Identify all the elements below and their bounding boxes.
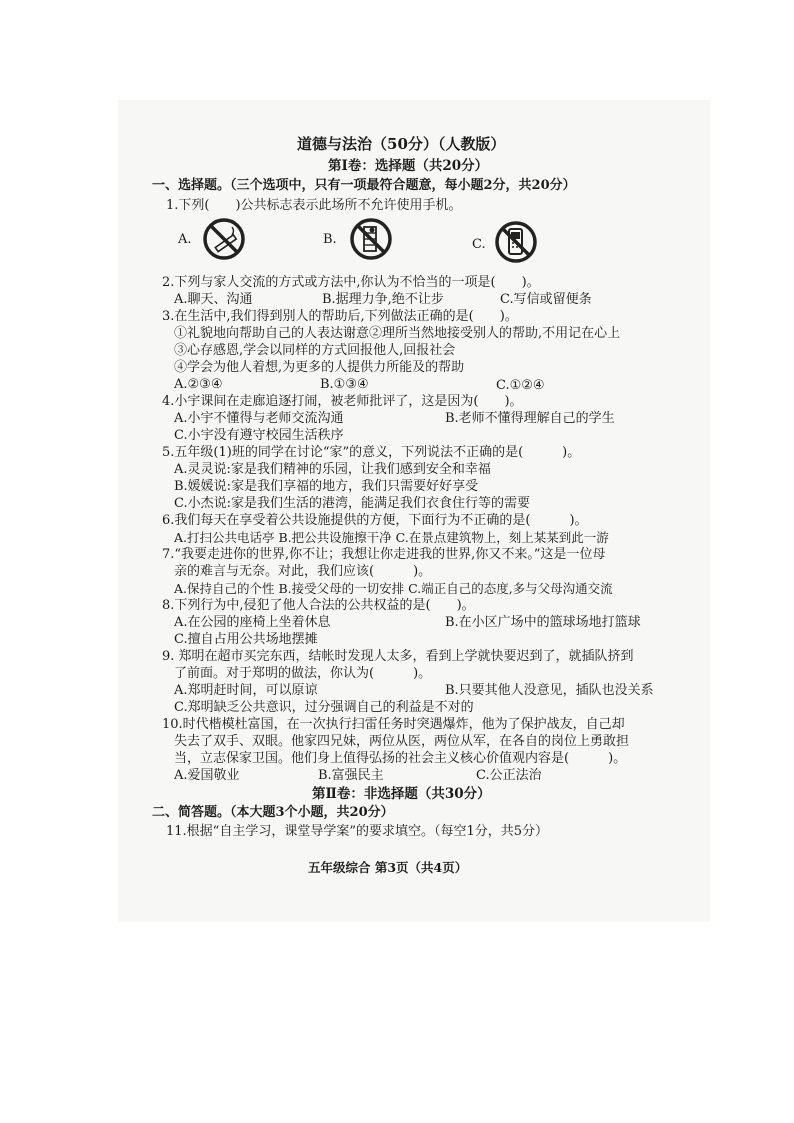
section2-heading: 二、简答题。（本大题3个小题，共20分） <box>152 805 394 820</box>
q4-stem: 4.小宇课间在走廊追逐打闹，被老师批评了，这是因为( )。 <box>162 394 523 409</box>
no-phone-sign-icon <box>494 220 538 264</box>
q5-stem: 5.五年级(1)班的同学在讨论“家”的意义，下列说法不正确的是( )。 <box>162 445 581 460</box>
q7-options: A.保持自己的个性 B.接受父母的一切安排 C.端正自己的态度,多与父母沟通交流 <box>174 581 613 596</box>
q4-option-b: B.老师不懂得理解自己的学生 <box>445 411 615 426</box>
section1-heading: 一、选择题。（三个选项中，只有一项最符合题意，每小题2分，共20分） <box>152 178 576 193</box>
q9-option-a: A.郑明赶时间，可以原谅 <box>174 683 318 698</box>
page-footer: 五年级综合 第3页（共4页） <box>308 860 468 875</box>
q2-option-a: A.聊天、沟通 <box>174 292 253 307</box>
q9-option-c: C.郑明缺乏公共意识，过分强调自己的利益是不对的 <box>174 700 474 715</box>
no-smoking-sign-icon <box>202 217 246 261</box>
q3-statement-3: ④学会为他人着想,为更多的人提供力所能及的帮助 <box>174 360 465 375</box>
q3-statement-2: ③心存感恩,学会以同样的方式回报他人,回报社会 <box>174 343 456 358</box>
q1-option-b-letter: B. <box>323 232 337 247</box>
q8-option-c: C.擅自占用公共场地摆摊 <box>174 632 318 647</box>
q10-option-a: A.爱国敬业 <box>174 768 240 783</box>
q8-stem: 8.下列行为中,侵犯了他人合法的公共权益的是( )。 <box>162 598 475 613</box>
q8-option-a: A.在公园的座椅上坐着休息 <box>174 615 331 630</box>
q9-option-b: B.只要其他人没意见，插队也没关系 <box>445 683 654 698</box>
q11-stem: 11.根据“自主学习，课堂导学案”的要求填空。（每空1分，共5分） <box>166 824 549 839</box>
q7-stem-2: 亲的难言与无奈。对此，我们应该( )。 <box>174 564 432 579</box>
q1-option-c-letter: C. <box>472 237 486 252</box>
q10-stem-3: 当，立志保家卫国。他们身上值得弘扬的社会主义核心价值观内容是( )。 <box>174 751 627 766</box>
q9-stem-1: 9. 郑明在超市买完东西，结帐时发现人太多，看到上学就快要迟到了，就插队挤到 <box>162 649 634 664</box>
q10-stem-1: 10.时代楷模杜富国，在一次执行扫雷任务时突遇爆炸，他为了保护战友，自己却 <box>162 717 625 732</box>
q9-stem-2: 了前面。对于郑明的做法，你认为( )。 <box>174 666 432 681</box>
q5-option-c: C.小杰说:家是我们生活的港湾，能满足我们衣食住行等的需要 <box>174 496 530 511</box>
q5-option-b: B.媛媛说:家是我们享福的地方，我们只需要好好享受 <box>174 479 479 494</box>
q4-option-c: C.小宇没有遵守校园生活秩序 <box>174 428 344 443</box>
q1-option-a-letter: A. <box>178 232 192 247</box>
q5-option-a: A.灵灵说:家是我们精神的乐园，让我们感到安全和幸福 <box>174 462 491 477</box>
q3-stem: 3.在生活中,我们得到别人的帮助后,下列做法正确的是( )。 <box>162 309 518 324</box>
no-climbing-sign-icon <box>349 217 393 261</box>
q3-option-c: C.①②④ <box>496 378 545 393</box>
q1-stem: 1.下列( )公共标志表示此场所不允许使用手机。 <box>166 198 462 213</box>
q7-stem-1: 7.“我要走进你的世界,你不让；我想让你走进我的世界,你又不来。”这是一位母 <box>162 547 606 562</box>
q3-statement-1: ①礼貌地向帮助自己的人表达谢意②理所当然地接受别人的帮助,不用记在心上 <box>174 326 621 341</box>
q3-option-a: A.②③④ <box>174 377 223 392</box>
q6-options: A.打扫公共电话亭 B.把公共设施擦干净 C.在景点建筑物上，刻上某某到此一游 <box>174 530 609 545</box>
q2-option-b: B.据理力争,绝不让步 <box>322 292 444 307</box>
q10-option-b: B.富强民主 <box>318 768 384 783</box>
q4-option-a: A.小宇不懂得与老师交流沟通 <box>174 411 344 426</box>
q2-option-c: C.写信或留便条 <box>500 292 592 307</box>
q10-option-c: C.公正法治 <box>476 768 542 783</box>
q10-stem-2: 失去了双手、双眼。他家四兄妹，两位从医，两位从军，在各自的岗位上勇敢担 <box>174 734 630 749</box>
q2-stem: 2.下列与家人交流的方式或方法中,你认为不恰当的一项是( )。 <box>162 275 540 290</box>
q6-stem: 6.我们每天在享受着公共设施提供的方便，下面行为不正确的是( )。 <box>162 513 588 528</box>
part2-heading: 第Ⅱ卷：非选择题（共30分） <box>312 786 491 802</box>
part1-heading: 第Ⅰ卷：选择题（共20分） <box>328 158 489 174</box>
q3-option-b: B.①③④ <box>320 377 369 392</box>
page-title: 道德与法治（50分）（人教版） <box>297 135 506 153</box>
q8-option-b: B.在小区广场中的篮球场地打篮球 <box>445 615 641 630</box>
